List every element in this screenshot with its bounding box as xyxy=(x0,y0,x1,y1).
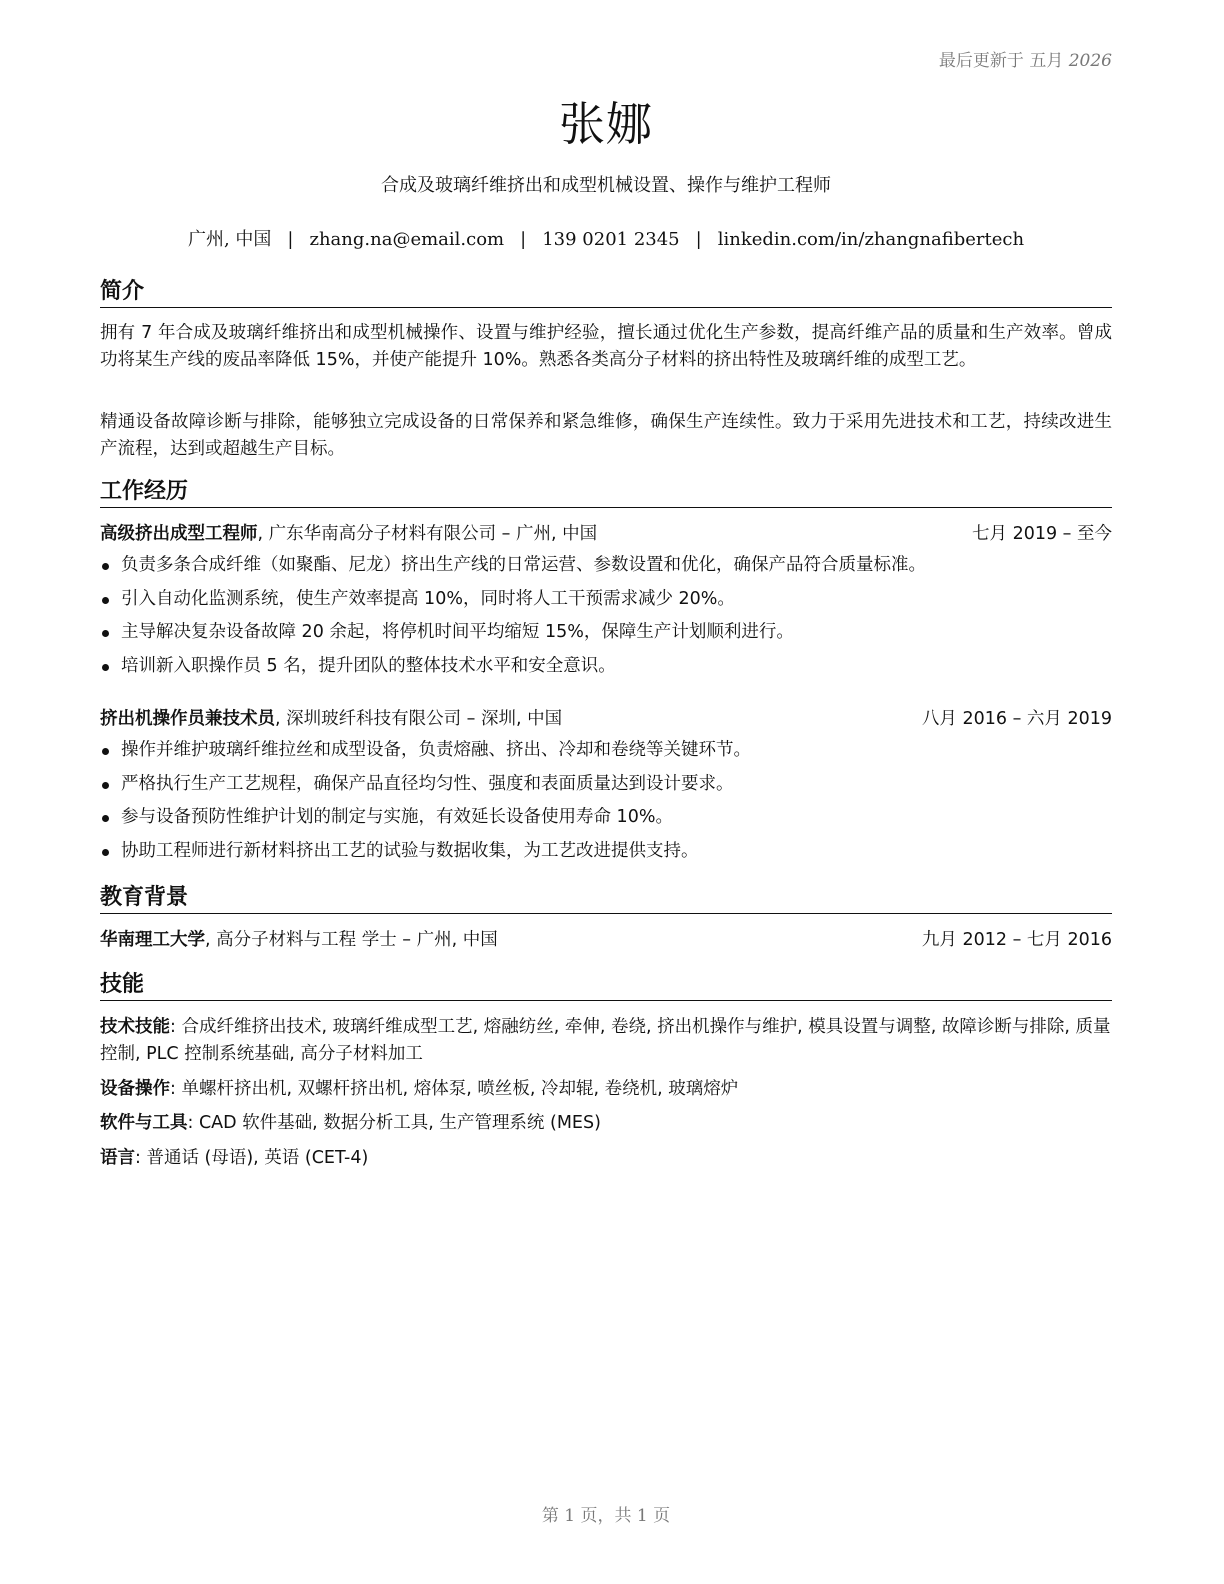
job-date: 八月 2016 – 六月 2019 xyxy=(921,709,1112,729)
headline: 合成及玻璃纤维挤出和成型机械设置、操作与维护工程师 xyxy=(381,175,831,196)
contact-location: 广州, 中国 xyxy=(187,229,272,250)
contact-linkedin[interactable]: linkedin.com/in/zhangnafibertech xyxy=(717,229,1025,250)
job-title: 高级挤出成型工程师 xyxy=(100,524,258,544)
list-item xyxy=(100,768,1112,802)
skill-label: 设备操作 xyxy=(100,1079,170,1099)
job-title: 挤出机操作员兼技术员 xyxy=(100,709,275,729)
bullet-icon xyxy=(102,597,109,604)
section-heading-skills: 技能 xyxy=(100,970,1112,1001)
list-item xyxy=(100,549,1112,583)
skill-label: 语言 xyxy=(100,1148,135,1168)
job-date: 七月 2019 – 至今 xyxy=(972,524,1112,544)
bullet-text: 协助工程师进行新材料挤出工艺的试验与数据收集，为工艺改进提供支持。 xyxy=(121,840,699,861)
list-item xyxy=(100,583,1112,617)
contact-phone[interactable]: 139 0201 2345 xyxy=(542,229,680,250)
last-updated xyxy=(939,46,1112,71)
bullet-icon xyxy=(102,849,109,856)
resume-page xyxy=(100,0,1112,1584)
skill-row xyxy=(100,1110,1112,1137)
contact-email[interactable]: zhang.na@email.com xyxy=(309,229,505,250)
education-entry xyxy=(100,927,1112,954)
bullet-icon xyxy=(102,563,109,570)
section-heading-education: 教育背景 xyxy=(100,883,1112,914)
skill-label: 技术技能 xyxy=(100,1017,170,1037)
skill-text: : 普通话 (母语), 英语 (CET-4) xyxy=(135,1148,369,1168)
list-item xyxy=(100,616,1112,650)
degree-detail: , 高分子材料与工程 学士 – 广州, 中国 xyxy=(205,930,498,950)
summary-paragraph: 精通设备故障诊断与排除，能够独立完成设备的日常保养和紧急维修，确保生产连续性。致力于采用先进技术和工艺，持续改进生产流程，达到或超越生产目标。 xyxy=(100,412,1112,459)
list-item xyxy=(100,801,1112,835)
job-org: , 深圳玻纤科技有限公司 – 深圳, 中国 xyxy=(275,709,563,729)
section-heading-experience: 工作经历 xyxy=(100,477,1112,508)
contact-separator: | xyxy=(287,229,294,250)
last-updated-year: 2026 xyxy=(1068,51,1112,71)
section-heading-summary: 简介 xyxy=(100,277,1112,308)
contact-line xyxy=(100,225,1112,251)
job-org: , 广东华南高分子材料有限公司 – 广州, 中国 xyxy=(257,524,598,544)
bullet-text: 参与设备预防性维护计划的制定与实施，有效延长设备使用寿命 10%。 xyxy=(121,807,673,827)
school-name: 华南理工大学 xyxy=(100,930,205,950)
bullet-text: 主导解决复杂设备故障 20 余起，将停机时间平均缩短 15%，保障生产计划顺利进行。 xyxy=(121,622,794,642)
bullet-text: 操作并维护玻璃纤维拉丝和成型设备，负责熔融、挤出、冷却和卷绕等关键环节。 xyxy=(121,740,751,760)
contact-separator: | xyxy=(520,229,527,250)
job-bullets xyxy=(100,734,1112,868)
skill-text: : 合成纤维挤出技术, 玻璃纤维成型工艺, 熔融纺丝, 牵伸, 卷绕, 挤出机操作与维护, 模具设置与调整, 故障诊断与排除, 质量控制, PLC 控制系统基础, 高分子材料加工 xyxy=(100,1017,1111,1064)
list-item xyxy=(100,734,1112,768)
skill-text: : 单螺杆挤出机, 双螺杆挤出机, 熔体泵, 喷丝板, 冷却辊, 卷绕机, 玻璃熔炉 xyxy=(170,1079,739,1099)
bullet-text: 培训新入职操作员 5 名，提升团队的整体技术水平和安全意识。 xyxy=(121,655,616,676)
bullet-text: 严格执行生产工艺规程，确保产品直径均匀性、强度和表面质量达到设计要求。 xyxy=(121,773,734,794)
contact-separator: | xyxy=(695,229,702,250)
skill-label: 软件与工具 xyxy=(100,1113,188,1133)
page-number-footer: 第 1 页，共 1 页 xyxy=(541,1506,671,1526)
skill-row xyxy=(100,1076,1112,1103)
list-item xyxy=(100,650,1112,684)
bullet-text: 引入自动化监测系统，使生产效率提高 10%，同时将人工干预需求减少 20%。 xyxy=(121,588,735,609)
last-updated-prefix: 最后更新于 五月 xyxy=(938,51,1069,71)
job-header xyxy=(100,706,1112,733)
summary-paragraph: 拥有 7 年合成及玻璃纤维挤出和成型机械操作、设置与维护经验，擅长通过优化生产参数，提高纤维产品的质量和生产效率。曾成功将某生产线的废品率降低 15%，并使产能提升 10%。熟悉各类高分子材料的挤出特性及玻璃纤维的成型工艺。 xyxy=(100,323,1112,370)
bullet-icon xyxy=(102,664,109,671)
skill-text: : CAD 软件基础, 数据分析工具, 生产管理系统 (MES) xyxy=(187,1113,601,1133)
bullet-icon xyxy=(102,815,109,822)
job-bullets xyxy=(100,549,1112,683)
bullet-icon xyxy=(102,630,109,637)
candidate-name: 张娜 xyxy=(559,97,653,151)
education-date: 九月 2012 – 七月 2016 xyxy=(921,930,1112,950)
skill-row xyxy=(100,1014,1112,1068)
bullet-icon xyxy=(102,748,109,755)
job-header xyxy=(100,521,1112,548)
list-item xyxy=(100,835,1112,869)
bullet-icon xyxy=(102,782,109,789)
skill-row xyxy=(100,1145,1112,1172)
bullet-text: 负责多条合成纤维（如聚酯、尼龙）挤出生产线的日常运营、参数设置和优化，确保产品符合质量标准。 xyxy=(121,555,926,575)
